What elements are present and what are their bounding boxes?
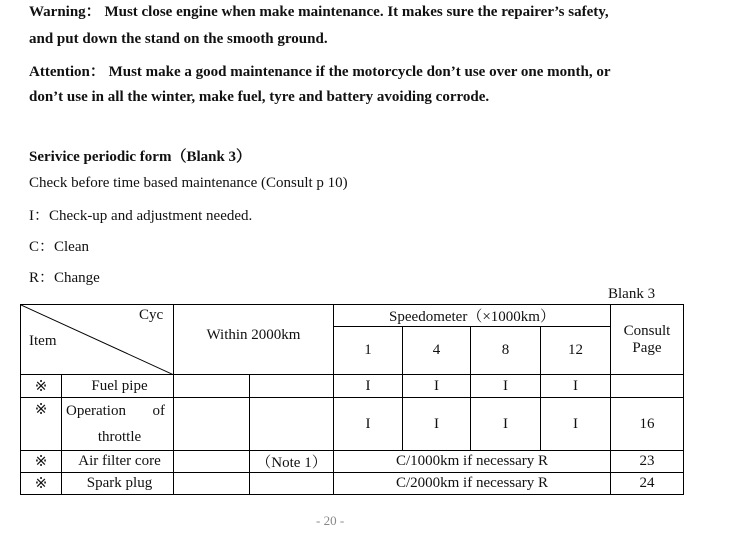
warning-line-2: and put down the stand on the smooth ground.	[29, 31, 328, 47]
header-consult: Consult	[623, 322, 671, 339]
warning-line-1	[29, 0, 609, 21]
warning-text-1: Must close engine when make maintenance. It makes sure the repairer’s safety,	[104, 4, 609, 20]
within-cell-a	[174, 473, 250, 495]
item-name: Air filter core	[62, 451, 174, 473]
important-mark: ※	[21, 375, 62, 398]
header-cyc: Cyc	[139, 307, 164, 323]
consult-page: 16	[611, 398, 684, 451]
item-name: Spark plug	[62, 473, 174, 495]
important-mark: ※	[21, 451, 62, 473]
cell-4: I	[403, 375, 471, 398]
header-km-8: 8	[471, 327, 541, 375]
header-item: Item	[29, 333, 57, 349]
interval-span: C/1000km if necessary R	[334, 451, 611, 473]
legend-clean: C：Clean	[29, 239, 89, 255]
header-km-1: 1	[334, 327, 403, 375]
item-name-part-a: Operation	[66, 403, 126, 419]
within-cell-a	[174, 451, 250, 473]
table-row	[21, 473, 684, 495]
check-note: Check before time based maintenance (Consult p 10)	[29, 175, 348, 191]
cell-12: I	[541, 398, 611, 451]
within-cell-a	[174, 375, 250, 398]
cell-1: I	[334, 398, 403, 451]
page-number: - 20 -	[316, 513, 345, 528]
cell-8: I	[471, 375, 541, 398]
blank-label: Blank 3	[608, 286, 656, 302]
within-cell-b	[250, 398, 334, 451]
within-cell-b	[250, 375, 334, 398]
header-km-4: 4	[403, 327, 471, 375]
header-speedometer: Speedometer（×1000km）	[334, 305, 611, 327]
attention-line-2: don’t use in all the winter, make fuel, tyre and battery avoiding corrode.	[29, 89, 490, 105]
note-cell: （Note 1）	[250, 451, 334, 473]
table-row	[21, 451, 684, 473]
cell-8: I	[471, 398, 541, 451]
cell-4: I	[403, 398, 471, 451]
header-consult-page	[611, 305, 684, 375]
cell-1: I	[334, 375, 403, 398]
legend-change: R：Change	[29, 270, 100, 286]
header-km-12: 12	[541, 327, 611, 375]
consult-page	[611, 375, 684, 398]
section-title: Serivice periodic form（Blank 3）	[29, 149, 252, 165]
cell-12: I	[541, 375, 611, 398]
important-mark: ※	[21, 473, 62, 495]
within-cell-a	[174, 398, 250, 451]
legend-inspect: I：Check-up and adjustment needed.	[29, 208, 253, 224]
header-page: Page	[632, 339, 662, 356]
consult-page: 24	[611, 473, 684, 495]
warning-label: Warning：	[29, 4, 101, 20]
interval-span: C/2000km if necessary R	[334, 473, 611, 495]
header-item-cyc-cell	[21, 305, 174, 375]
attention-label: Attention：	[29, 64, 105, 80]
within-cell-b	[250, 473, 334, 495]
item-name-line-1	[66, 398, 173, 424]
important-mark: ※	[21, 398, 62, 451]
item-name-line-2: throttle	[97, 429, 142, 445]
service-table	[20, 304, 684, 495]
header-within: Within 2000km	[174, 305, 334, 375]
table-row	[21, 398, 684, 451]
item-name-part-b: of	[152, 403, 165, 419]
table-row	[21, 375, 684, 398]
attention-text-1: Must make a good maintenance if the motorcycle don’t use over one month, or	[108, 64, 611, 80]
item-name: Fuel pipe	[62, 375, 174, 398]
attention-line-1	[29, 60, 610, 81]
item-name	[62, 398, 174, 451]
consult-page: 23	[611, 451, 684, 473]
